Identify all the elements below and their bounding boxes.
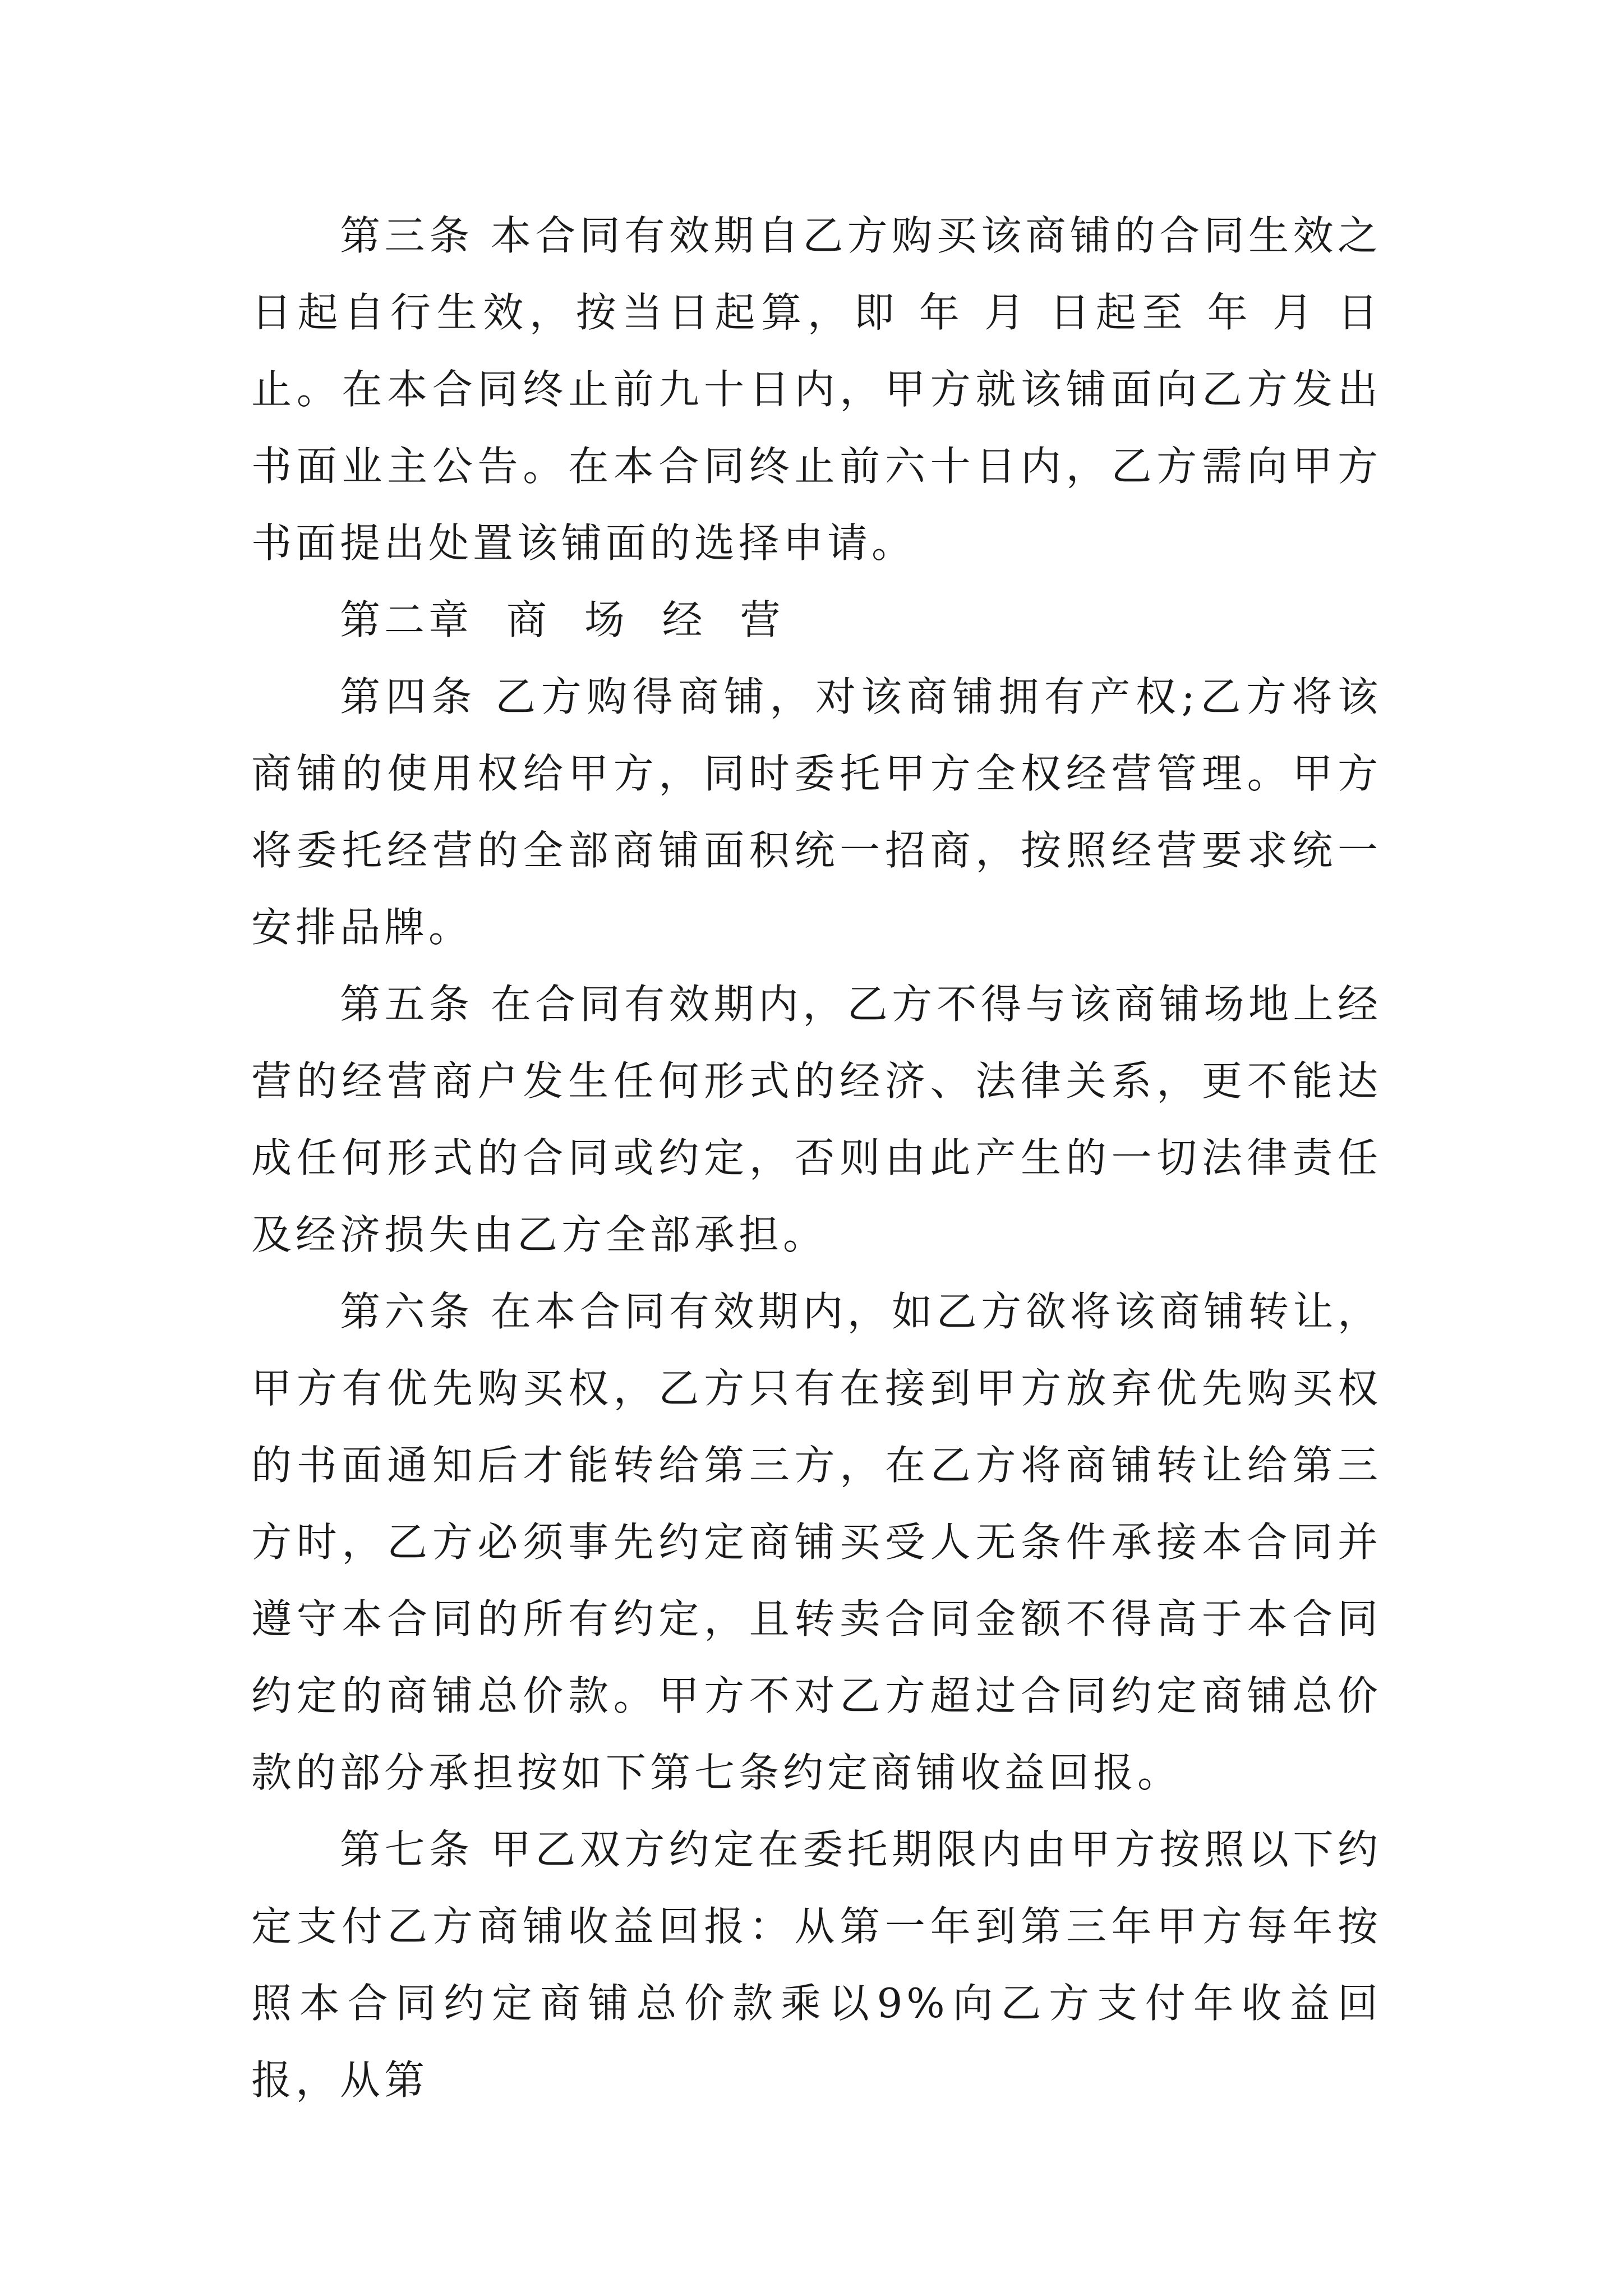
chapter-2-heading: 第二章 商 场 经 营: [340, 596, 785, 643]
article-6-paragraph: 第六条 在本合同有效期内，如乙方欲将该商铺转让，甲方有优先购买权，乙方只有在接到甲方放弃优先购买权的书面通知后才能转给第三方，在乙方将商铺转让给第三方时，乙方必须事先约定商铺买受人无条件承接本合同并遵守本合同的所有约定，且转卖合同金额不得高于本合同约定的商铺总价款。甲方不对乙方超过合同约定商铺总价款的部分承担按如下第七条约定商铺收益回报。: [251, 1288, 1382, 1796]
article-5-paragraph: 第五条 在合同有效期内，乙方不得与该商铺场地上经营的经营商户发生任何形式的经济、法律关系，更不能达成任何形式的合同或约定，否则由此产生的一切法律责任及经济损失由乙方全部承担。: [251, 981, 1382, 1258]
article-7-paragraph: 第七条 甲乙双方约定在委托期限内由甲方按照以下约定支付乙方商铺收益回报：从第一年到第三年甲方每年按照本合同约定商铺总价款乘以9%向乙方支付年收益回报，从第: [251, 1826, 1382, 2104]
article-3-paragraph: 第三条 本合同有效期自乙方购买该商铺的合同生效之日起自行生效，按当日起算，即 年 月 日起至 年 月 日止。在本合同终止前九十日内，甲方就该铺面向乙方发出书面业主公告。在本合同终止前六十日内，乙方需向甲方书面提出处置该铺面的选择申请。: [251, 212, 1382, 567]
document-body: [251, 197, 1382, 2119]
article-4-paragraph: 第四条 乙方购得商铺，对该商铺拥有产权;乙方将该商铺的使用权给甲方，同时委托甲方全权经营管理。甲方将委托经营的全部商铺面积统一招商，按照经营要求统一安排品牌。: [251, 673, 1382, 951]
